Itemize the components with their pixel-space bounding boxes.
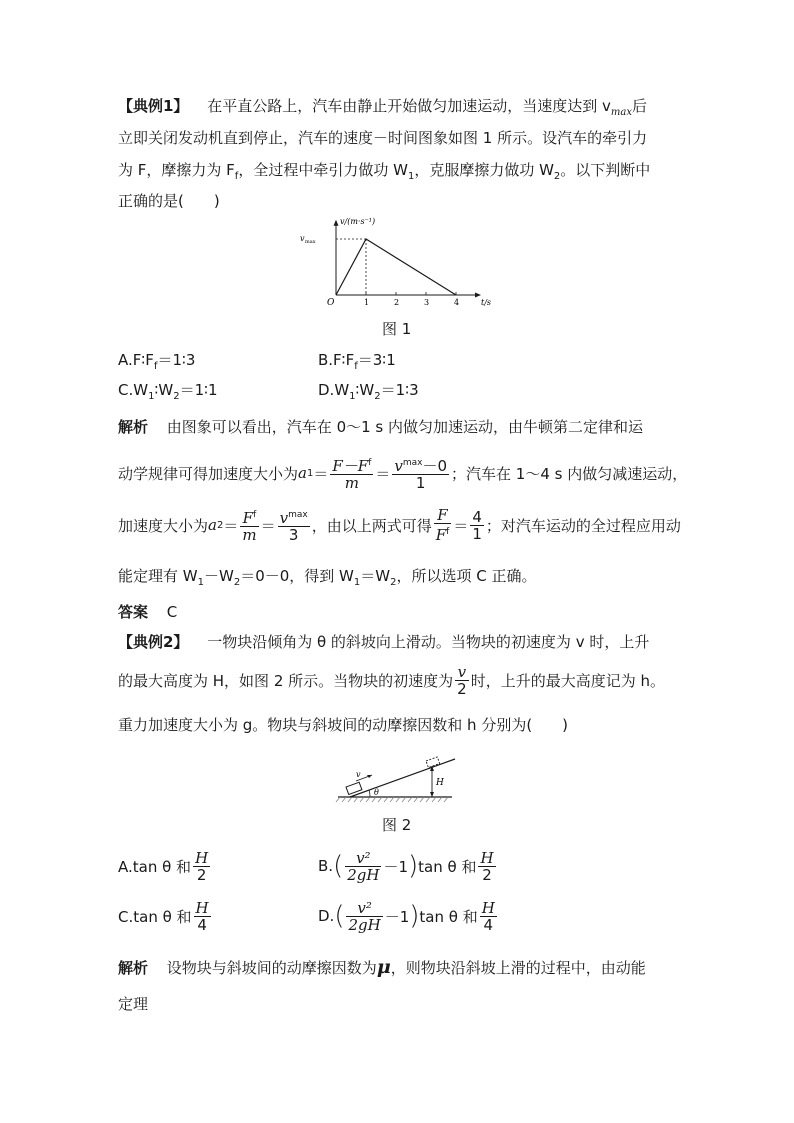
velocity-label: v — [356, 770, 361, 779]
fraction-h-over-2: $\frac{H}{2}$ — [195, 848, 209, 884]
vmax-subscript: max — [305, 239, 316, 245]
velocity-series-line — [336, 239, 456, 295]
x-axis-label: t/s — [481, 298, 492, 307]
fraction-net-force-over-mass: $\frac{F-F^f}{m}$ — [332, 457, 372, 492]
example1-line2: 立即关闭发动机直到停止，汽车的速度－时间图象如图 1 所示。设汽车的牵引力 — [118, 129, 648, 147]
fraction-h-over-4: $\frac{H}{4}$ — [195, 898, 209, 934]
example1-option-b: $B.F∶F_f=3∶1$ — [318, 351, 396, 372]
solution-label: 解析 — [118, 959, 149, 977]
height-label: H — [436, 778, 444, 788]
paren-close: ) — [408, 851, 419, 881]
y-axis-arrow — [334, 220, 339, 226]
fraction-vmax-over-3: $\frac{v^{max}}{3}$ — [279, 509, 308, 544]
example2-option-d: D. ( $\frac{\text{v²}}{2gH}$ －1 ) tan θ 和 $\frac{H}{4}$ — [318, 898, 495, 934]
x-tick-label: 1 — [364, 298, 370, 307]
paren-open: ( — [334, 901, 345, 931]
example1-line3: 为 F，摩擦力为 $F_f$，全过程中牵引力做功 $W_1$，克服摩擦力做功 $W_2$。以下判断中 — [118, 161, 651, 182]
example1-tag: 【典例1】 — [118, 97, 189, 115]
answer-label: 答案 — [118, 603, 149, 621]
answer-value: C — [166, 603, 178, 621]
fraction-v2-over-2gh: $\frac{\text{v²}}{2gH}$ — [348, 898, 381, 934]
example1-solution-line3: 加速度大小为 a 2 ＝ $\frac{F^f}{m}$ ＝ $\frac{v^{max}}{3}$ ，由以上两式可得 $\frac{F}{F^f}$ ＝ $\frac{4}{1}$ ；对汽车运动的全过程应用动 — [118, 506, 681, 544]
figure2-incline-diagram — [330, 745, 460, 807]
example2-option-a: A.tan θ 和 $\frac{H}{2}$ — [118, 848, 209, 884]
example2-line1: 【典例2】 一物块沿倾角为 θ 的斜坡向上滑动。当物块的初速度为 v 时，上升 — [118, 633, 650, 651]
paren-close: ) — [409, 901, 420, 931]
example1-solution-line2: 动学规律可得加速度大小为 a 1 ＝ $\frac{F-F^f}{m}$ ＝ $\frac{v^{max}-0}{1}$ ；汽车在 1～4 s 内做匀减速运动， — [118, 457, 688, 492]
fraction-h-over-2: $\frac{H}{2}$ — [480, 848, 494, 884]
example1-line4: 正确的是( ) — [118, 192, 220, 210]
x-tick-label: 3 — [424, 298, 430, 307]
example1-option-c: $C.W_1∶W_2=1∶1$ — [118, 381, 218, 402]
example1-solution-line1: 解析 由图象可以看出，汽车在 0～1 s 内做匀加速运动，由牛顿第二定律和运 — [118, 418, 644, 436]
example2-tag: 【典例2】 — [118, 633, 189, 651]
example1-solution-line4: 能定理有 $W_1-W_2=0-0$，得到 $W_1=W_2$，所以选项 C 正确。 — [118, 567, 537, 588]
angle-arc — [369, 790, 370, 797]
theta-label: θ — [374, 788, 379, 797]
solution-label: 解析 — [118, 418, 149, 436]
y-axis-label: v/(m·s⁻¹) — [340, 216, 376, 226]
fraction-vmax-over-1: $\frac{v^{max}-0}{1}$ — [394, 457, 448, 492]
fraction-f-over-ff: $\frac{F}{F^f}$ — [435, 506, 450, 544]
block-bottom — [346, 782, 362, 794]
x-tick-label: 2 — [394, 298, 400, 307]
fraction-v2-over-2gh: $\frac{\text{v²}}{2gH}$ — [347, 848, 380, 884]
paren-open: ( — [333, 851, 344, 881]
figure1-plot-area — [300, 217, 491, 308]
x-axis-arrow — [475, 293, 481, 298]
example2-solution-line1: 解析 设物块与斜坡间的动摩擦因数为μ，则物块沿斜坡上滑的过程中，由动能 — [118, 956, 646, 978]
x-tick-label: 4 — [454, 298, 460, 307]
fraction-v-over-2: $\frac{v}{2}$ — [457, 662, 467, 698]
vmax-label: v — [300, 234, 305, 243]
fraction-friction-over-mass: $\frac{F^f}{m}$ — [242, 509, 257, 544]
height-arrow-bottom — [430, 792, 434, 797]
example1-option-d: $D.W_1∶W_2=1∶3$ — [318, 381, 419, 402]
figure1-caption: 图 1 — [382, 320, 412, 338]
figure2-caption: 图 2 — [382, 816, 412, 834]
example2-solution-line2: 定理 — [118, 995, 149, 1013]
example2-line3: 重力加速度大小为 g。物块与斜坡间的动摩擦因数和 h 分别为( ) — [118, 716, 569, 734]
example1-answer — [118, 601, 177, 623]
figure1-vt-graph — [300, 210, 490, 315]
fraction-4-over-1: $\frac{4}{1}$ — [472, 507, 482, 543]
origin-label: O — [327, 298, 335, 308]
ground-hatching — [336, 797, 448, 802]
example2-option-c: C.tan θ 和 $\frac{H}{4}$ — [118, 898, 209, 934]
example2-option-b: B. ( $\frac{\text{v²}}{2gH}$ －1 ) tan θ 和 $\frac{H}{2}$ — [318, 848, 494, 884]
example2-line2: 的最大高度为 H，如图 2 所示。当物块的初速度为 $\frac{v}{2}$ 时，上升的最大高度记为 h。 — [118, 662, 665, 698]
example1-line1: 【典例1】 在平直公路上，汽车由静止开始做匀加速运动，当速度达到 $v_{max}$后 — [118, 97, 647, 118]
block-top-dashed — [426, 757, 440, 768]
example1-option-a: $A.F∶F_f=1∶3$ — [118, 351, 196, 372]
fraction-h-over-4: $\frac{H}{4}$ — [481, 898, 495, 934]
